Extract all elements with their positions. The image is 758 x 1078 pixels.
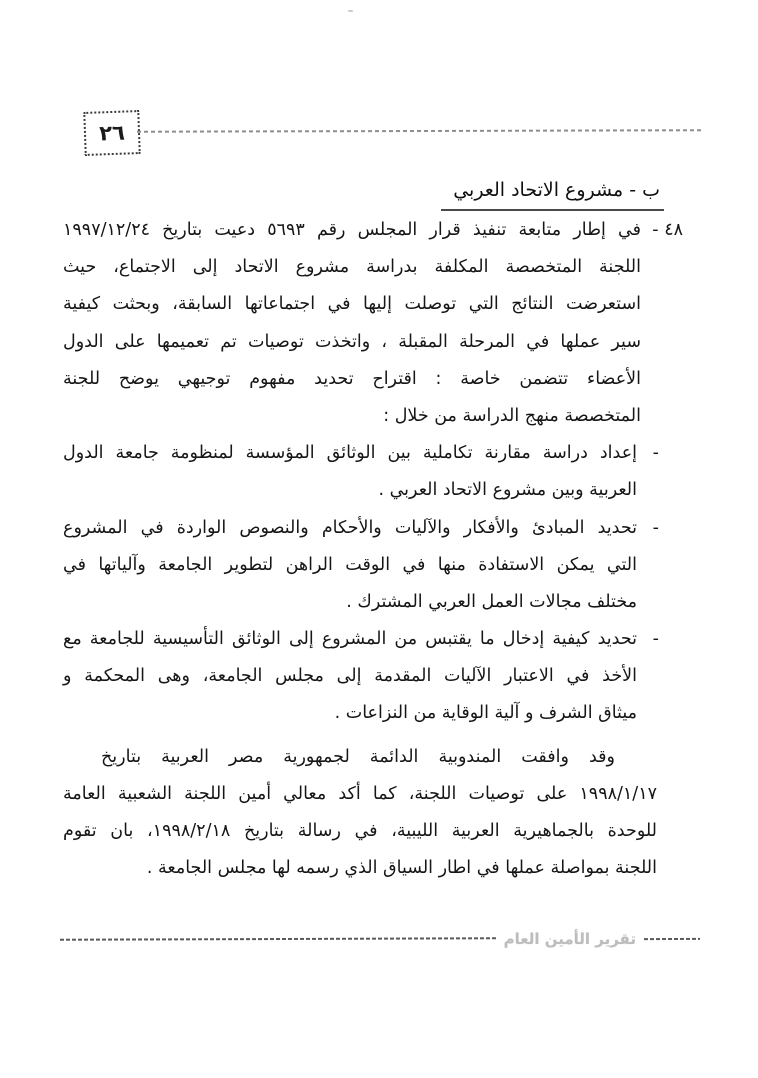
closing-paragraph bbox=[63, 739, 657, 888]
bullet-line: ميثاق الشرف و آلية الوقاية من النزاعات . bbox=[334, 703, 637, 724]
item-line: المتخصصة منهج الدراسة من خلال : bbox=[383, 405, 641, 426]
closing-line: للوحدة بالجماهيرية العربية الليبية، في رسالة بتاريخ ١٩٩٨/٢/١٨، بان تقوم bbox=[63, 821, 657, 841]
bullet-line: إعداد دراسة مقارنة تكاملية بين الوثائق المؤسسة لمنظومة جامعة الدول bbox=[63, 443, 637, 464]
bullet-dash: - bbox=[652, 443, 659, 464]
bullet-line: الأخذ في الاعتبار الآليات المقدمة إلى مجلس الجامعة، وهى المحكمة و bbox=[63, 666, 637, 687]
item-line: سير عملها في المرحلة المقبلة ، واتخذت توصيات تم تعميمها على الدول bbox=[63, 331, 641, 352]
closing-line: اللجنة بمواصلة عملها في اطار السياق الذي رسمه لها مجلس الجامعة . bbox=[146, 858, 657, 879]
footer-stamp-label: تقرير الأمين العام bbox=[503, 930, 636, 948]
item-number: ٤٨ - bbox=[652, 220, 683, 240]
closing-line: ١٩٩٨/١/١٧ على توصيات اللجنة، كما أكد معالي أمين اللجنة الشعبية العامة bbox=[63, 783, 657, 804]
item-line: الأعضاء تتضمن خاصة : اقتراح تحديد مفهوم توجيهي يوضح للجنة bbox=[63, 368, 641, 389]
page-number-box bbox=[83, 110, 141, 156]
bullet-line: التي يمكن الاستفادة منها في الوقت الراهن لتطوير الجامعة وآلياتها في bbox=[63, 554, 637, 575]
bullet-item bbox=[63, 510, 657, 622]
scan-speck bbox=[348, 10, 353, 12]
numbered-item-48 bbox=[63, 212, 683, 435]
bullet-dash: - bbox=[652, 517, 659, 538]
header-rule bbox=[137, 129, 703, 132]
bullet-item bbox=[63, 621, 657, 733]
bullet-line: تحديد المبادئ والأفكار والآليات والأحكام والنصوص الواردة في المشروع bbox=[63, 517, 637, 538]
bullet-dash: - bbox=[652, 629, 659, 650]
closing-line: وقد وافقت المندوبية الدائمة لجمهورية مصر العربية بتاريخ bbox=[101, 746, 615, 767]
section-heading: ب - مشروع الاتحاد العربي bbox=[441, 179, 664, 211]
document-body bbox=[63, 212, 683, 887]
footer-rule-left bbox=[60, 937, 496, 941]
item-line: اللجنة المتخصصة المكلفة بدراسة مشروع الاتحاد إلى الاجتماع، حيث bbox=[63, 257, 641, 278]
footer-rule-right bbox=[644, 938, 700, 940]
item-line: في إطار متابعة تنفيذ قرار المجلس رقم ٥٦٩٣ دعيت بتاريخ ١٩٩٧/١٢/٢٤ bbox=[63, 220, 641, 240]
bullet-line: مختلف مجالات العمل العربي المشترك . bbox=[346, 591, 637, 612]
page-footer bbox=[60, 928, 700, 950]
bullet-item bbox=[63, 435, 657, 509]
bullet-line: العربية وبين مشروع الاتحاد العربي . bbox=[378, 480, 637, 501]
page-number: ٢٦ bbox=[98, 120, 126, 146]
bullet-line: تحديد كيفية إدخال ما يقتبس من المشروع إلى الوثائق التأسيسية للجامعة مع bbox=[63, 629, 637, 650]
item-line: استعرضت النتائج التي توصلت إليها في اجتماعاتها السابقة، وبحثت كيفية bbox=[63, 294, 641, 315]
